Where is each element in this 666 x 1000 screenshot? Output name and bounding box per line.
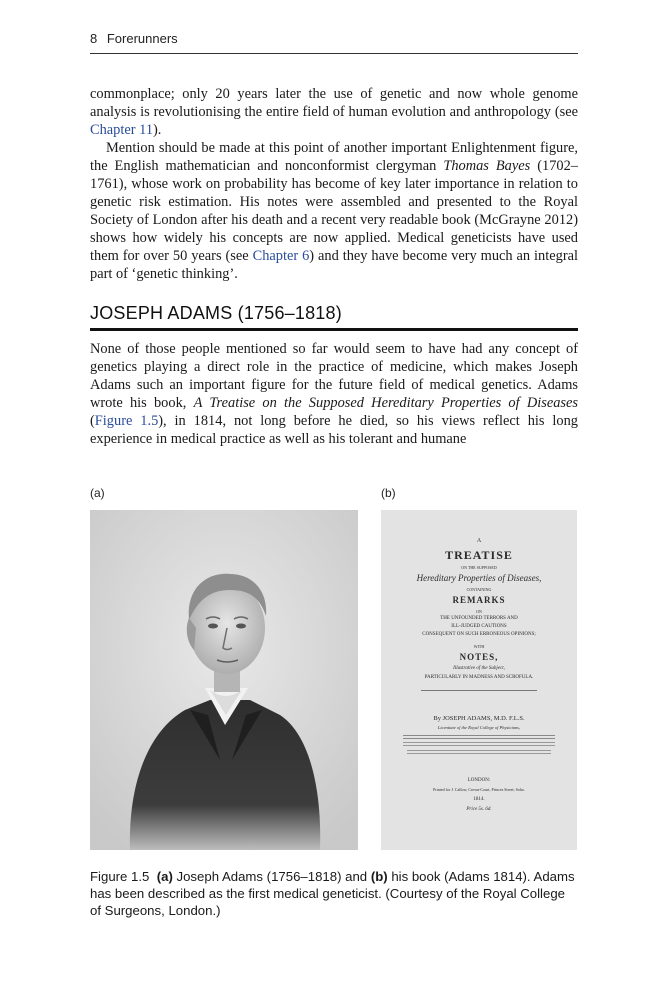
caption-text-a: Joseph Adams (1756–1818) and	[172, 869, 371, 884]
book-title: A Treatise on the Supposed Hereditary Properties of Diseases	[193, 395, 579, 411]
running-head	[90, 31, 578, 54]
paragraph-2	[90, 139, 578, 283]
title-page-image	[381, 510, 577, 850]
title-page-line: THE UNFOUNDED TERRORS AND	[440, 616, 518, 621]
title-page-rule	[407, 750, 551, 754]
title-page-line: 1814.	[473, 797, 485, 802]
title-page-line: Price 5s. 6d.	[466, 807, 492, 812]
paragraph-3-text-b: (	[90, 413, 95, 429]
paragraph-3-text-c: ), in 1814, not long before he died, so his views reflect his long experience in medical practice as well as his tolerant and humane	[90, 413, 578, 447]
title-page-line: Licentiate of the Royal College of Physicians,	[437, 725, 521, 730]
paragraph-1-text: commonplace; only 20 years later the use of genetic and now whole genome analysis is revolutionising the entire field of human evolution and anthropology (see	[90, 86, 578, 120]
figure-label-a: (a)	[90, 486, 105, 500]
title-page-line: LONDON:	[467, 778, 491, 783]
portrait-image	[90, 510, 358, 850]
caption-label: Figure 1.5	[90, 869, 150, 884]
title-page-line: ON	[476, 609, 482, 614]
title-page-line: CONTAINING	[466, 587, 492, 592]
title-page-rule	[403, 742, 555, 746]
portrait-illustration	[90, 510, 358, 850]
title-page-line: WITH	[473, 644, 485, 649]
paragraph-3	[90, 340, 578, 448]
running-title: Forerunners	[106, 31, 178, 46]
title-page-line: ON THE SUPPOSED	[461, 565, 497, 570]
paragraph-2-text-a: Mention should be made at this point of another important Enlightenment figure, the English mathematician and nonconformist clergyman	[90, 140, 578, 174]
title-page-line: NOTES,	[459, 652, 499, 662]
paragraph-2-text-c: ) and they have become very much an integral part of ‘genetic thinking’.	[90, 248, 578, 282]
title-page-line: REMARKS	[452, 595, 506, 605]
title-page-line: Illustrative of the Subject,	[453, 666, 505, 671]
paragraph-3-text-a: None of those people mentioned so far would seem to have had any concept of genetics playing a direct role in the practice of medicine, which makes Joseph Adams such an important figure for the future field of medical genetics. Adams wrote his book,	[90, 341, 578, 411]
title-page-line: CONSEQUENT ON SUCH ERRONEOUS OPINIONS;	[422, 632, 536, 637]
paragraph-2-text-b: (1702–1761), whose work on probability has become of key later importance in relation to genetic risk estimation. His notes were assembled and presented to the Royal Society of London after his death and a recent very readable book (McGrayne 2012) shows how widely his concepts are now applied. Medical geneticists have used them for over 50 years (see	[90, 158, 578, 264]
caption-part-a: (a)	[156, 869, 173, 884]
paragraph-1-end: ).	[153, 122, 162, 138]
title-page-line: PARTICULARLY IN MADNESS AND SCROFULA.	[424, 675, 534, 680]
caption-text-b: his book (Adams 1814). Adams has been described as the first medical geneticist. (Courtesy of the Royal College of Surgeons, London.)	[90, 869, 575, 918]
title-page-line: TREATISE	[445, 548, 513, 562]
chapter-6-link[interactable]: Chapter 6	[252, 248, 310, 264]
chapter-11-link[interactable]: Chapter 11	[90, 122, 154, 138]
title-page-line: By JOSEPH ADAMS, M.D. F.L.S.	[433, 715, 525, 722]
figure-1-5-link[interactable]: Figure 1.5	[94, 413, 159, 429]
caption-part-b: (b)	[370, 869, 388, 884]
title-page-rule	[403, 735, 555, 739]
bayes-name: Thomas Bayes	[443, 158, 531, 174]
title-page-line: A	[476, 538, 482, 544]
title-page-line: ILL-JUDGED CAUTIONS	[451, 624, 507, 629]
title-page-rule	[421, 690, 537, 691]
title-page-line: Hereditary Properties of Diseases,	[416, 573, 542, 583]
figure-label-b: (b)	[381, 486, 396, 500]
paragraph-1	[90, 85, 578, 139]
title-page-line: Printed for J. Callow, Crown-Court, Princes Street, Soho.	[433, 787, 525, 792]
section-heading: JOSEPH ADAMS (1756–1818)	[90, 303, 578, 331]
figure-caption	[90, 868, 578, 919]
page-number: 8	[90, 31, 98, 46]
